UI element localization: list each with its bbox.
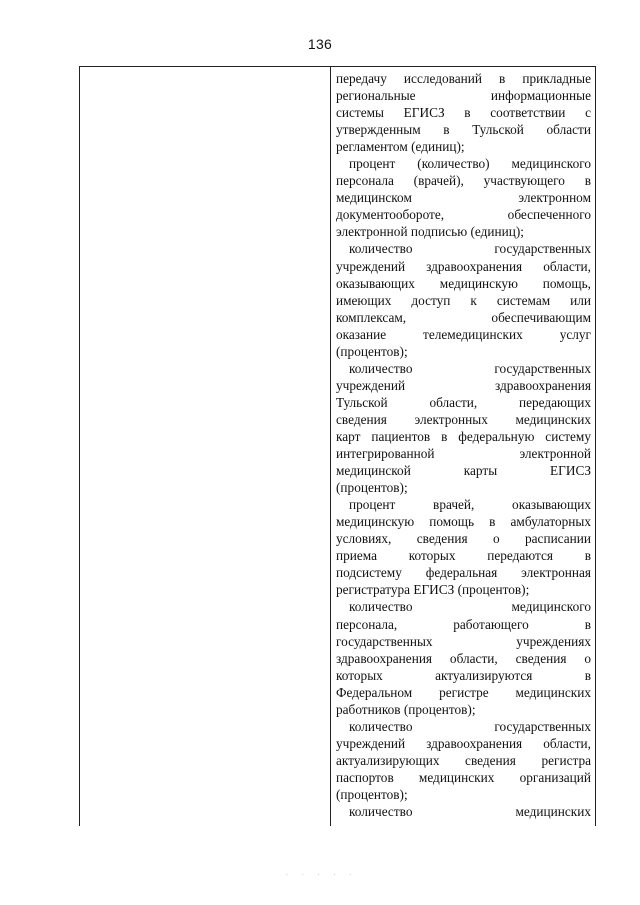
text-line: учреждений здравоохранения области, [336,735,591,751]
text-line: персонала (врачей), участвующего в [336,173,591,189]
text-line: количество медицинских [349,804,591,820]
text-line: которых актуализируются в [336,667,591,683]
text-line: медицинском электронном [336,190,591,206]
indicator-paragraph [336,360,591,496]
text-line: работников (процентов); [336,701,476,717]
text-line: Федеральном регистре медицинских [336,684,591,700]
text-line: карт пациентов в федеральную систему [336,428,591,444]
indicator-paragraph [336,240,591,359]
text-line: актуализирующих сведения регистра [336,752,591,768]
page-number: 136 [307,36,333,52]
text-line: (процентов); [336,786,408,802]
text-line: (процентов); [336,343,408,359]
indicator-list-cell [336,70,591,820]
text-line: процент (количество) медицинского [349,156,591,172]
text-line: регистратура ЕГИСЗ (процентов); [336,582,530,598]
text-line: здравоохранения области, сведения о [336,650,591,666]
indicator-paragraph [336,70,591,155]
text-line: учреждений здравоохранения области, [336,258,591,274]
text-line: оказывающих медицинскую помощь, [336,275,591,291]
text-line: электронной подписью (единиц); [336,224,524,240]
text-line: государственных учреждениях [336,633,591,649]
text-line: передачу исследований в прикладные [336,71,591,86]
indicator-paragraph [336,496,591,598]
text-line: системы ЕГИСЗ в соответствии с [336,105,591,121]
text-line: количество государственных [349,718,591,734]
text-line: количество государственных [349,360,591,376]
text-line: медицинскую помощь в амбулаторных [336,514,591,530]
text-line: комплексам, обеспечивающим [336,309,591,325]
text-line: подсистему федеральная электронная [336,565,591,581]
column-divider [330,67,331,826]
text-line: условиях, сведения о расписании [336,531,591,547]
text-line: количество государственных [349,241,591,257]
text-line: региональные информационные [336,88,591,104]
text-line: регламентом (единиц); [336,139,465,155]
text-line: документообороте, обеспеченного [336,207,591,223]
text-line: паспортов медицинских организаций [336,769,591,785]
scan-artifact: · · · · · [286,872,358,879]
indicator-paragraph [336,155,591,240]
indicator-paragraph [336,598,591,717]
text-line: оказание телемедицинских услуг [336,326,591,342]
indicator-paragraph [336,803,591,820]
text-line: Тульской области, передающих [336,394,591,410]
text-line: интегрированной электронной [336,446,591,462]
indicator-paragraph [336,718,591,803]
text-line: утвержденным в Тульской области [336,122,591,138]
text-line: имеющих доступ к системам или [336,292,591,308]
text-line: учреждений здравоохранения [336,377,591,393]
text-line: количество медицинского [349,599,591,615]
text-line: процент врачей, оказывающих [349,497,591,513]
text-line: медицинской карты ЕГИСЗ [336,463,591,479]
text-line: сведения электронных медицинских [336,411,591,427]
text-line: (процентов); [336,480,408,496]
text-line: персонала, работающего в [336,616,591,632]
text-line: приема которых передаются в [336,548,591,564]
document-table [79,66,596,826]
